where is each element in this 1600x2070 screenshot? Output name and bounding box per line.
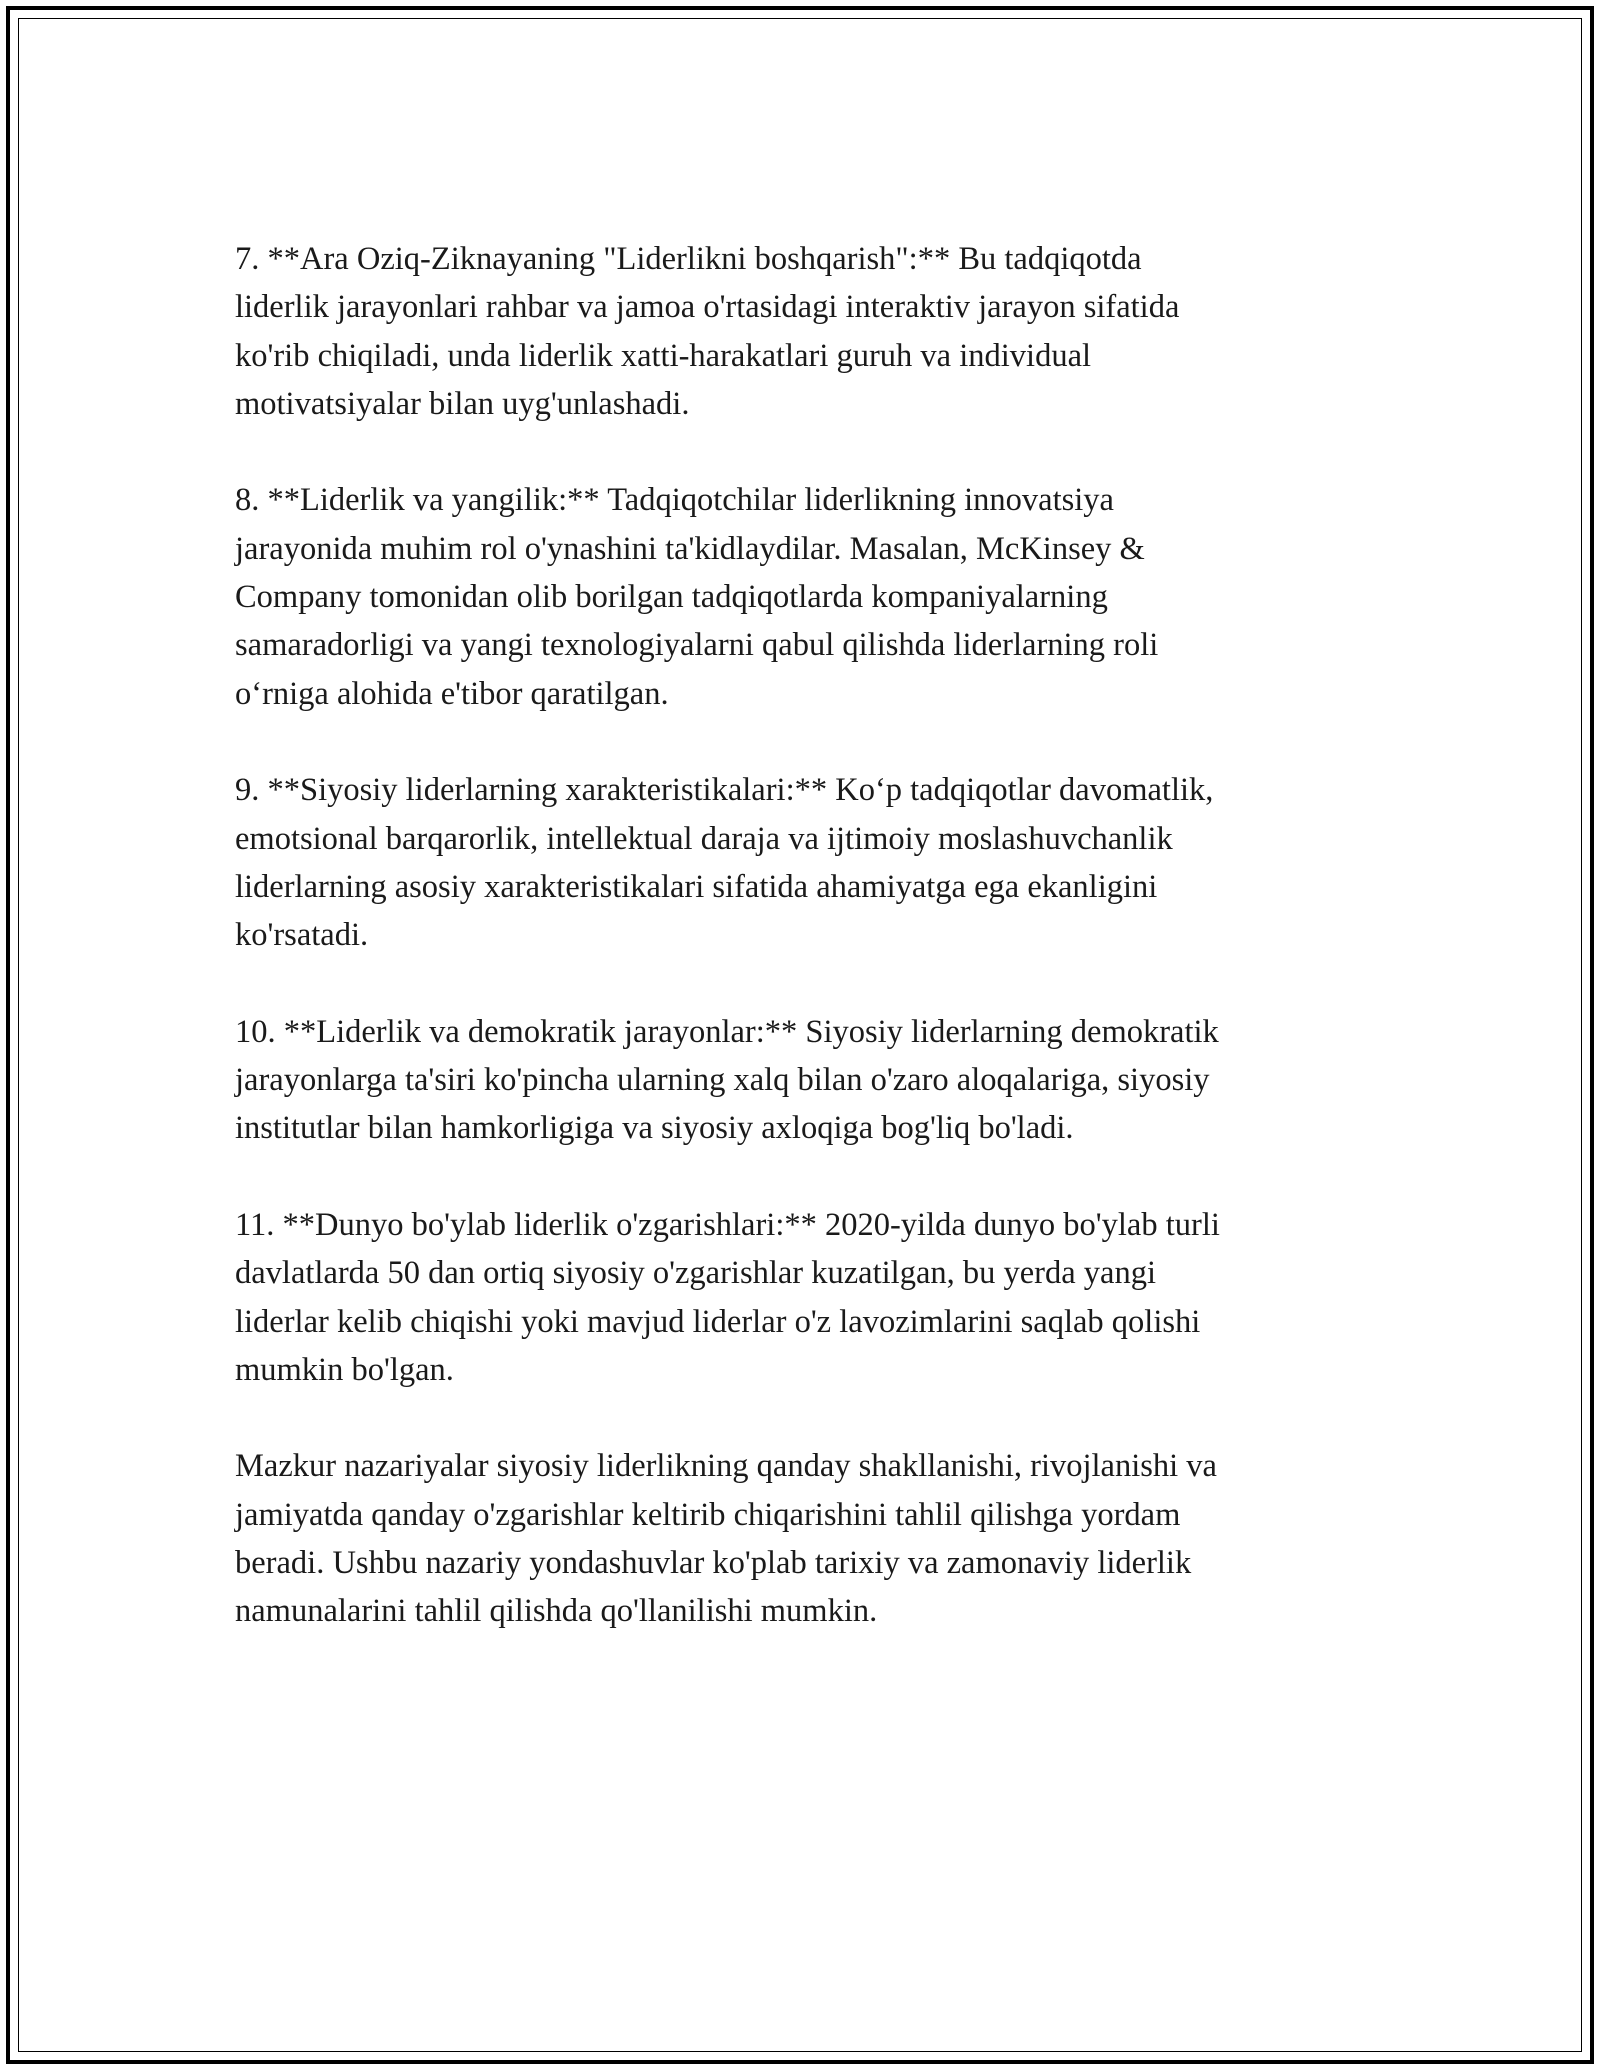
text-line: namunalarini tahlil qilishda qo'llanilishi mumkin. bbox=[235, 1593, 878, 1630]
text-line: 10. **Liderlik va demokratik jarayonlar:** Siyosiy liderlarning demokratik bbox=[235, 1013, 1219, 1050]
text-line: liderlik jarayonlari rahbar va jamoa o'rtasidagi interaktiv jarayon sifatida bbox=[235, 289, 1180, 326]
paragraph-conclusion bbox=[235, 1442, 1375, 1635]
text-line: 8. **Liderlik va yangilik:** Tadqiqotchilar liderlikning innovatsiya bbox=[235, 482, 1114, 519]
text-line: mumkin bo'lgan. bbox=[235, 1351, 454, 1388]
text-line: Mazkur nazariyalar siyosiy liderlikning qanday shakllanishi, rivojlanishi va bbox=[235, 1448, 1217, 1485]
text-line: jarayonida muhim rol o'ynashini ta'kidlaydilar. Masalan, McKinsey & bbox=[235, 530, 1145, 567]
text-line: samaradorligi va yangi texnologiyalarni qabul qilishda liderlarning roli bbox=[235, 627, 1159, 664]
text-line: ko'rsatadi. bbox=[235, 917, 369, 954]
text-line: davlatlarda 50 dan ortiq siyosiy o'zgarishlar kuzatilgan, bu yerda yangi bbox=[235, 1255, 1156, 1292]
paragraph-item-9 bbox=[235, 766, 1375, 959]
text-line: jamiyatda qanday o'zgarishlar keltirib chiqarishini tahlil qilishga yordam bbox=[235, 1496, 1181, 1533]
paragraph-item-10 bbox=[235, 1008, 1375, 1153]
text-line: ko'rib chiqiladi, unda liderlik xatti-harakatlari guruh va individual bbox=[235, 337, 1092, 374]
text-line: 9. **Siyosiy liderlarning xarakteristikalari:** Ko‘p tadqiqotlar davomatlik, bbox=[235, 772, 1214, 809]
text-line: motivatsiyalar bilan uyg'unlashadi. bbox=[235, 385, 690, 422]
text-line: o‘rniga alohida e'tibor qaratilgan. bbox=[235, 675, 669, 712]
document-body bbox=[235, 235, 1375, 1684]
text-line: Company tomonidan olib borilgan tadqiqotlarda kompaniyalarning bbox=[235, 579, 1108, 616]
text-line: beradi. Ushbu nazariy yondashuvlar ko'plab tarixiy va zamonaviy liderlik bbox=[235, 1545, 1192, 1582]
text-line: institutlar bilan hamkorligiga va siyosiy axloqiga bog'liq bo'ladi. bbox=[235, 1110, 1074, 1147]
paragraph-item-8 bbox=[235, 476, 1375, 717]
paragraph-item-7 bbox=[235, 235, 1375, 428]
text-line: 7. **Ara Oziq-Ziknayaning "Liderlikni boshqarish":** Bu tadqiqotda bbox=[235, 241, 1142, 277]
paragraph-item-11 bbox=[235, 1201, 1375, 1394]
text-line: 11. **Dunyo bo'ylab liderlik o'zgarishlari:** 2020-yilda dunyo bo'ylab turli bbox=[235, 1206, 1220, 1243]
text-line: liderlar kelib chiqishi yoki mavjud liderlar o'z lavozimlarini saqlab qolishi bbox=[235, 1303, 1201, 1340]
text-line: emotsional barqarorlik, intellektual daraja va ijtimoiy moslashuvchanlik bbox=[235, 820, 1173, 857]
text-line: jarayonlarga ta'siri ko'pincha ularning xalq bilan o'zaro aloqalariga, siyosiy bbox=[235, 1062, 1210, 1099]
text-line: liderlarning asosiy xarakteristikalari sifatida ahamiyatga ega ekanligini bbox=[235, 868, 1158, 905]
